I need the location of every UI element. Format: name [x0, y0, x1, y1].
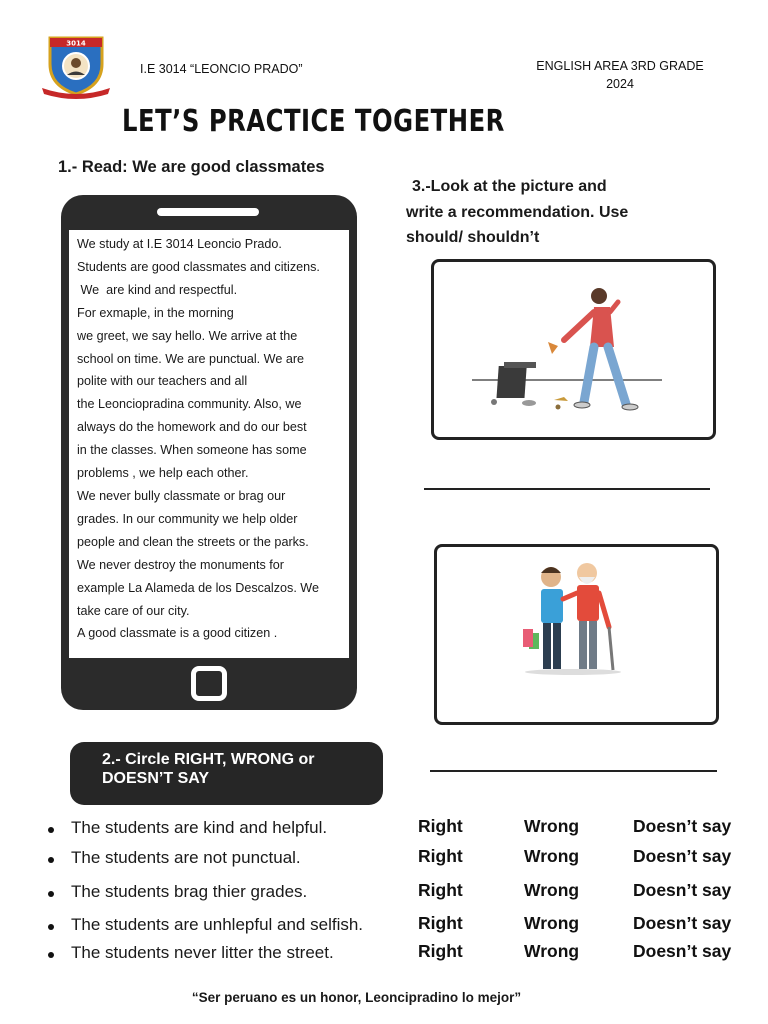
section1-heading: 1.- Read: We are good classmates: [58, 158, 325, 176]
reading-line: always do the homework and do our best: [77, 420, 307, 435]
option-right[interactable]: Right: [418, 941, 463, 961]
statement-text: The students brag thier grades.: [71, 882, 308, 901]
subject-line: ENGLISH AREA 3RD GRADE: [536, 59, 704, 73]
option-doesnt-say[interactable]: Doesn’t say: [633, 846, 732, 866]
picture-littering: [431, 259, 716, 440]
section2-heading: [102, 750, 372, 788]
reading-line: Students are good classmates and citizens.: [77, 259, 320, 274]
year-line: 2024: [606, 77, 634, 91]
option-right[interactable]: Right: [418, 913, 463, 933]
option-doesnt-say[interactable]: Doesn’t say: [633, 913, 732, 933]
reading-line: the Leonciopradina community. Also, we: [77, 397, 302, 412]
option-wrong[interactable]: Wrong: [524, 913, 580, 933]
school-logo: [40, 28, 112, 100]
option-doesnt-say[interactable]: Doesn’t say: [633, 880, 732, 900]
reading-line: We are kind and respectful.: [77, 282, 238, 297]
bullet-icon: [48, 891, 54, 897]
option-right[interactable]: Right: [418, 816, 463, 836]
statement-text: The students never litter the street.: [71, 943, 334, 962]
section3-heading: [406, 174, 726, 251]
statement-text: The students are kind and helpful.: [71, 818, 328, 837]
reading-text: [77, 233, 345, 645]
school-name: I.E 3014 “LEONCIO PRADO”: [140, 62, 303, 76]
reading-line: We never bully classmate or brag our: [77, 488, 286, 503]
reading-line: people and clean the streets or the parks.: [77, 534, 309, 549]
helping-illustration: [437, 547, 716, 722]
phone-home-button: [191, 666, 227, 701]
section2-heading-line: DOESN’T SAY: [102, 770, 209, 787]
section3-heading-line: should/ shouldn’t: [406, 229, 540, 246]
picture-helping-elderly: [434, 544, 719, 725]
reading-line: A good classmate is a good citizen .: [77, 626, 278, 641]
statement-row: [48, 943, 768, 969]
reading-line: school on time. We are punctual. We are: [77, 351, 305, 366]
logo-number: 3014: [66, 39, 86, 48]
reading-line: For exmaple, in the morning: [77, 305, 234, 320]
reading-line: grades. In our community we help older: [77, 511, 298, 526]
subject-grade: [510, 57, 730, 93]
option-wrong[interactable]: Wrong: [524, 816, 580, 836]
reading-line: we greet, we say hello. We arrive at the: [77, 328, 298, 343]
option-wrong[interactable]: Wrong: [524, 941, 580, 961]
page-title: LET’S PRACTICE TOGETHER: [122, 104, 505, 139]
phone-speaker: [157, 208, 259, 216]
reading-line: in the classes. When someone has some: [77, 443, 307, 458]
reading-line: take care of our city.: [77, 603, 190, 618]
statement-row: [48, 915, 768, 941]
footer-motto: “Ser peruano es un honor, Leoncipradino lo mejor”: [191, 990, 522, 1005]
option-wrong[interactable]: Wrong: [524, 846, 580, 866]
option-doesnt-say[interactable]: Doesn’t say: [633, 941, 732, 961]
reading-line: polite with our teachers and all: [77, 374, 248, 389]
statement-text: The students are not punctual.: [71, 848, 301, 867]
bullet-icon: [48, 827, 54, 833]
reading-line: We study at I.E 3014 Leoncio Prado.: [77, 237, 282, 251]
section3-heading-line: 3.-Look at the picture and: [412, 178, 607, 195]
section2-heading-line: 2.- Circle RIGHT, WRONG or: [102, 751, 315, 768]
option-right[interactable]: Right: [418, 880, 463, 900]
littering-illustration: [434, 262, 713, 437]
reading-line: We never destroy the monuments for: [77, 557, 284, 572]
statement-row: [48, 882, 768, 908]
option-right[interactable]: Right: [418, 846, 463, 866]
bullet-icon: [48, 952, 54, 958]
reading-line: problems , we help each other.: [77, 466, 249, 481]
bullet-icon: [48, 857, 54, 863]
answer-line-2[interactable]: [430, 770, 717, 772]
option-doesnt-say[interactable]: Doesn’t say: [633, 816, 732, 836]
answer-line-1[interactable]: [424, 488, 710, 490]
option-wrong[interactable]: Wrong: [524, 880, 580, 900]
bullet-icon: [48, 924, 54, 930]
statement-row: [48, 848, 768, 874]
statement-row: [48, 818, 768, 844]
statement-text: The students are unhlepful and selfish.: [71, 915, 364, 934]
reading-line: example La Alameda de los Descalzos. We: [77, 580, 319, 595]
section3-heading-line: write a recommendation. Use: [406, 203, 629, 221]
